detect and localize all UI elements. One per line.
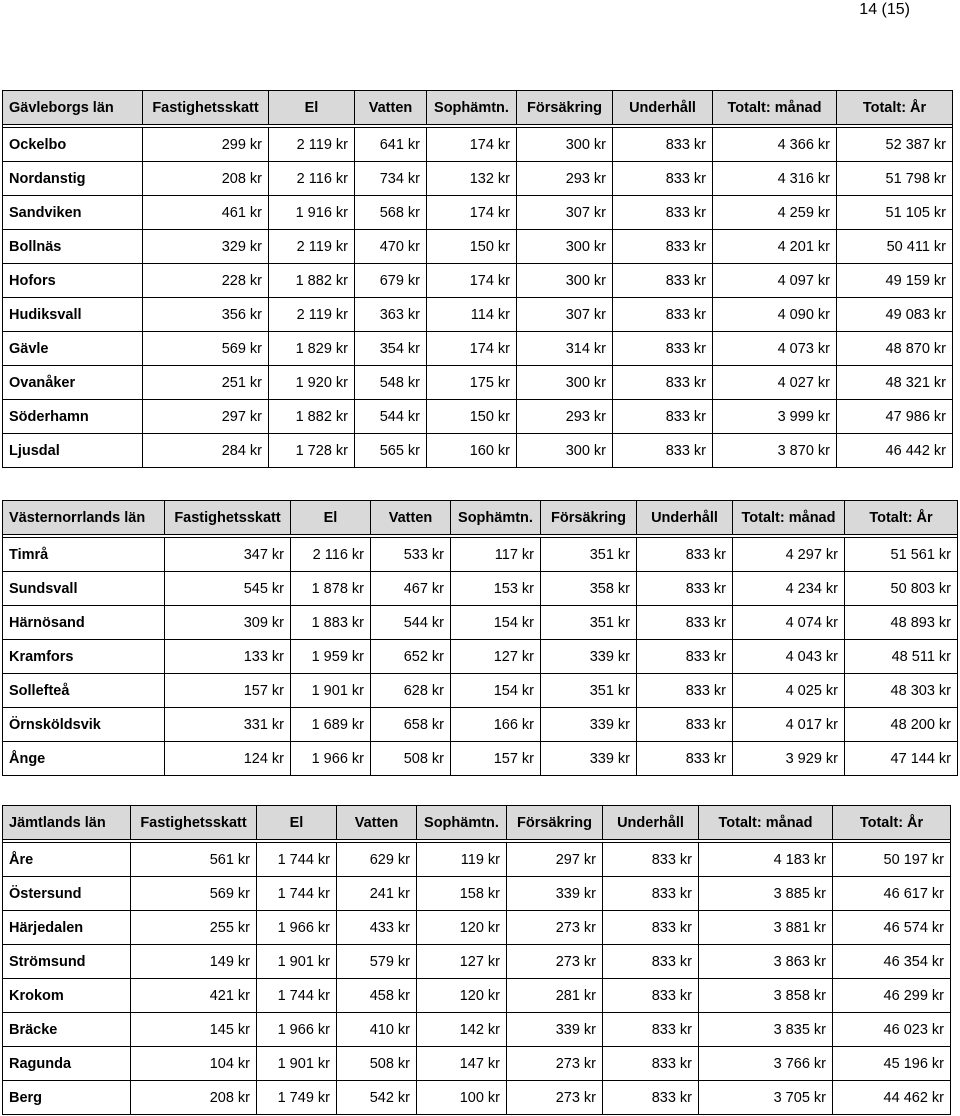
cost-cell: 833 kr: [603, 911, 699, 945]
cost-cell: 533 kr: [371, 538, 451, 572]
cost-cell: 4 097 kr: [713, 264, 837, 298]
cost-cell: 50 803 kr: [845, 572, 958, 606]
cost-cell: 300 kr: [517, 230, 613, 264]
municipality-name: Nordanstig: [3, 162, 143, 196]
cost-cell: 50 197 kr: [833, 843, 951, 877]
cost-cell: 833 kr: [603, 843, 699, 877]
cost-cell: 149 kr: [131, 945, 257, 979]
cost-cell: 48 303 kr: [845, 674, 958, 708]
cost-cell: 833 kr: [613, 162, 713, 196]
cost-cell: 833 kr: [613, 434, 713, 468]
cost-cell: 46 617 kr: [833, 877, 951, 911]
cost-cell: 458 kr: [337, 979, 417, 1013]
cost-cell: 1 749 kr: [257, 1081, 337, 1115]
cost-cell: 307 kr: [517, 196, 613, 230]
cost-cell: 48 893 kr: [845, 606, 958, 640]
cost-cell: 52 387 kr: [837, 128, 953, 162]
cost-cell: 4 090 kr: [713, 298, 837, 332]
table-row: [3, 1081, 951, 1115]
cost-cell: 354 kr: [355, 332, 427, 366]
table-row: [3, 538, 958, 572]
cost-cell: 628 kr: [371, 674, 451, 708]
cost-cell: 347 kr: [165, 538, 291, 572]
column-header: Vatten: [371, 501, 451, 535]
cost-cell: 1 689 kr: [291, 708, 371, 742]
cost-cell: 309 kr: [165, 606, 291, 640]
cost-cell: 117 kr: [451, 538, 541, 572]
cost-cell: 1 901 kr: [257, 1047, 337, 1081]
region-name-header: Gävleborgs län: [3, 91, 143, 125]
cost-cell: 160 kr: [427, 434, 517, 468]
table-row: [3, 400, 953, 434]
cost-cell: 833 kr: [637, 742, 733, 776]
cost-cell: 273 kr: [507, 911, 603, 945]
cost-cell: 833 kr: [637, 606, 733, 640]
cost-cell: 833 kr: [637, 640, 733, 674]
cost-cell: 157 kr: [165, 674, 291, 708]
cost-cell: 339 kr: [541, 708, 637, 742]
cost-cell: 508 kr: [337, 1047, 417, 1081]
cost-cell: 356 kr: [143, 298, 269, 332]
cost-cell: 48 870 kr: [837, 332, 953, 366]
cost-cell: 48 200 kr: [845, 708, 958, 742]
cost-cell: 1 966 kr: [291, 742, 371, 776]
cost-cell: 1 728 kr: [269, 434, 355, 468]
cost-cell: 329 kr: [143, 230, 269, 264]
cost-cell: 300 kr: [517, 264, 613, 298]
cost-cell: 49 159 kr: [837, 264, 953, 298]
cost-cell: 833 kr: [603, 979, 699, 1013]
table-row: [3, 877, 951, 911]
cost-cell: 3 863 kr: [699, 945, 833, 979]
cost-cell: 120 kr: [417, 911, 507, 945]
cost-cell: 833 kr: [603, 945, 699, 979]
cost-cell: 142 kr: [417, 1013, 507, 1047]
table-header-row: [3, 501, 958, 535]
table-row: [3, 742, 958, 776]
cost-cell: 273 kr: [507, 945, 603, 979]
cost-cell: 1 744 kr: [257, 843, 337, 877]
cost-cell: 339 kr: [541, 640, 637, 674]
cost-cell: 44 462 kr: [833, 1081, 951, 1115]
vasternorrland-table: [2, 500, 958, 776]
cost-cell: 833 kr: [613, 230, 713, 264]
column-header: Försäkring: [541, 501, 637, 535]
cost-cell: 833 kr: [613, 128, 713, 162]
table-row: [3, 674, 958, 708]
column-header: Vatten: [355, 91, 427, 125]
cost-cell: 127 kr: [451, 640, 541, 674]
column-header: Vatten: [337, 806, 417, 840]
cost-cell: 46 442 kr: [837, 434, 953, 468]
column-header: Försäkring: [507, 806, 603, 840]
region-name-header: Västernorrlands län: [3, 501, 165, 535]
cost-cell: 833 kr: [637, 538, 733, 572]
cost-cell: 833 kr: [637, 572, 733, 606]
column-header: Sophämtn.: [451, 501, 541, 535]
cost-cell: 51 561 kr: [845, 538, 958, 572]
table-header-row: [3, 806, 951, 840]
municipality-name: Bollnäs: [3, 230, 143, 264]
cost-cell: 1 883 kr: [291, 606, 371, 640]
column-header: Totalt: År: [845, 501, 958, 535]
cost-cell: 4 201 kr: [713, 230, 837, 264]
cost-cell: 548 kr: [355, 366, 427, 400]
region-name-header: Jämtlands län: [3, 806, 131, 840]
column-header: El: [269, 91, 355, 125]
cost-cell: 166 kr: [451, 708, 541, 742]
page-number: 14 (15): [859, 1, 910, 18]
cost-cell: 153 kr: [451, 572, 541, 606]
cost-cell: 114 kr: [427, 298, 517, 332]
cost-cell: 46 299 kr: [833, 979, 951, 1013]
table-row: [3, 366, 953, 400]
cost-cell: 3 929 kr: [733, 742, 845, 776]
cost-cell: 679 kr: [355, 264, 427, 298]
municipality-name: Söderhamn: [3, 400, 143, 434]
cost-cell: 4 027 kr: [713, 366, 837, 400]
cost-cell: 544 kr: [355, 400, 427, 434]
cost-cell: 51 798 kr: [837, 162, 953, 196]
cost-cell: 658 kr: [371, 708, 451, 742]
cost-cell: 3 705 kr: [699, 1081, 833, 1115]
column-header: Underhåll: [637, 501, 733, 535]
cost-cell: 145 kr: [131, 1013, 257, 1047]
cost-cell: 1 920 kr: [269, 366, 355, 400]
cost-cell: 542 kr: [337, 1081, 417, 1115]
cost-cell: 300 kr: [517, 434, 613, 468]
municipality-name: Örnsköldsvik: [3, 708, 165, 742]
cost-cell: 3 885 kr: [699, 877, 833, 911]
cost-cell: 46 574 kr: [833, 911, 951, 945]
cost-cell: 833 kr: [603, 1047, 699, 1081]
cost-cell: 175 kr: [427, 366, 517, 400]
cost-cell: 568 kr: [355, 196, 427, 230]
cost-cell: 293 kr: [517, 400, 613, 434]
cost-cell: 104 kr: [131, 1047, 257, 1081]
table-row: [3, 640, 958, 674]
cost-cell: 4 297 kr: [733, 538, 845, 572]
cost-cell: 565 kr: [355, 434, 427, 468]
cost-cell: 1 882 kr: [269, 264, 355, 298]
cost-cell: 569 kr: [143, 332, 269, 366]
municipality-name: Härnösand: [3, 606, 165, 640]
cost-cell: 4 234 kr: [733, 572, 845, 606]
table-row: [3, 606, 958, 640]
cost-cell: 1 878 kr: [291, 572, 371, 606]
cost-cell: 358 kr: [541, 572, 637, 606]
municipality-name: Ovanåker: [3, 366, 143, 400]
cost-cell: 45 196 kr: [833, 1047, 951, 1081]
cost-cell: 4 366 kr: [713, 128, 837, 162]
column-header: El: [257, 806, 337, 840]
cost-cell: 1 744 kr: [257, 979, 337, 1013]
cost-cell: 2 116 kr: [291, 538, 371, 572]
gavleborg-table: [2, 90, 953, 468]
table-row: [3, 1013, 951, 1047]
column-header: Fastighetsskatt: [165, 501, 291, 535]
cost-cell: 1 901 kr: [291, 674, 371, 708]
cost-cell: 241 kr: [337, 877, 417, 911]
municipality-name: Hofors: [3, 264, 143, 298]
cost-cell: 629 kr: [337, 843, 417, 877]
municipality-name: Berg: [3, 1081, 131, 1115]
cost-cell: 4 074 kr: [733, 606, 845, 640]
municipality-name: Hudiksvall: [3, 298, 143, 332]
cost-cell: 49 083 kr: [837, 298, 953, 332]
column-header: Sophämtn.: [427, 91, 517, 125]
cost-cell: 833 kr: [603, 1081, 699, 1115]
cost-cell: 154 kr: [451, 674, 541, 708]
cost-cell: 4 017 kr: [733, 708, 845, 742]
cost-cell: 297 kr: [507, 843, 603, 877]
cost-cell: 47 986 kr: [837, 400, 953, 434]
column-header: Fastighetsskatt: [143, 91, 269, 125]
cost-cell: 158 kr: [417, 877, 507, 911]
cost-cell: 561 kr: [131, 843, 257, 877]
cost-cell: 652 kr: [371, 640, 451, 674]
cost-cell: 127 kr: [417, 945, 507, 979]
column-header: Totalt: månad: [699, 806, 833, 840]
cost-cell: 208 kr: [143, 162, 269, 196]
municipality-name: Timrå: [3, 538, 165, 572]
cost-cell: 833 kr: [613, 332, 713, 366]
municipality-name: Sandviken: [3, 196, 143, 230]
cost-cell: 833 kr: [613, 366, 713, 400]
cost-cell: 1 882 kr: [269, 400, 355, 434]
cost-cell: 124 kr: [165, 742, 291, 776]
cost-cell: 545 kr: [165, 572, 291, 606]
cost-cell: 154 kr: [451, 606, 541, 640]
cost-cell: 470 kr: [355, 230, 427, 264]
cost-cell: 132 kr: [427, 162, 517, 196]
municipality-name: Ånge: [3, 742, 165, 776]
column-header: Fastighetsskatt: [131, 806, 257, 840]
table-row: [3, 979, 951, 1013]
cost-cell: 3 881 kr: [699, 911, 833, 945]
table-row: [3, 332, 953, 366]
cost-cell: 273 kr: [507, 1047, 603, 1081]
cost-cell: 120 kr: [417, 979, 507, 1013]
table-row: [3, 196, 953, 230]
cost-cell: 150 kr: [427, 400, 517, 434]
cost-cell: 833 kr: [637, 674, 733, 708]
cost-cell: 4 259 kr: [713, 196, 837, 230]
cost-cell: 47 144 kr: [845, 742, 958, 776]
cost-cell: 174 kr: [427, 128, 517, 162]
cost-cell: 363 kr: [355, 298, 427, 332]
jamtland-table: [2, 805, 951, 1115]
table-row: [3, 434, 953, 468]
cost-cell: 46 023 kr: [833, 1013, 951, 1047]
cost-cell: 2 119 kr: [269, 298, 355, 332]
municipality-name: Sundsvall: [3, 572, 165, 606]
cost-cell: 1 916 kr: [269, 196, 355, 230]
municipality-name: Kramfors: [3, 640, 165, 674]
cost-cell: 833 kr: [637, 708, 733, 742]
cost-cell: 3 835 kr: [699, 1013, 833, 1047]
cost-cell: 833 kr: [613, 264, 713, 298]
municipality-name: Åre: [3, 843, 131, 877]
table-row: [3, 128, 953, 162]
municipality-name: Ljusdal: [3, 434, 143, 468]
municipality-name: Krokom: [3, 979, 131, 1013]
cost-cell: 2 119 kr: [269, 230, 355, 264]
column-header: Totalt: År: [833, 806, 951, 840]
table-row: [3, 572, 958, 606]
cost-cell: 331 kr: [165, 708, 291, 742]
cost-cell: 3 858 kr: [699, 979, 833, 1013]
cost-cell: 147 kr: [417, 1047, 507, 1081]
cost-cell: 3 870 kr: [713, 434, 837, 468]
cost-cell: 1 959 kr: [291, 640, 371, 674]
cost-cell: 351 kr: [541, 606, 637, 640]
cost-cell: 1 901 kr: [257, 945, 337, 979]
table-row: [3, 1047, 951, 1081]
cost-cell: 339 kr: [507, 877, 603, 911]
cost-cell: 228 kr: [143, 264, 269, 298]
cost-cell: 351 kr: [541, 674, 637, 708]
table-row: [3, 843, 951, 877]
cost-cell: 833 kr: [613, 400, 713, 434]
municipality-name: Östersund: [3, 877, 131, 911]
cost-cell: 255 kr: [131, 911, 257, 945]
cost-cell: 3 766 kr: [699, 1047, 833, 1081]
cost-cell: 421 kr: [131, 979, 257, 1013]
column-header: Sophämtn.: [417, 806, 507, 840]
cost-cell: 300 kr: [517, 366, 613, 400]
cost-cell: 133 kr: [165, 640, 291, 674]
cost-cell: 1 829 kr: [269, 332, 355, 366]
cost-cell: 293 kr: [517, 162, 613, 196]
cost-cell: 119 kr: [417, 843, 507, 877]
cost-cell: 284 kr: [143, 434, 269, 468]
cost-cell: 208 kr: [131, 1081, 257, 1115]
municipality-name: Bräcke: [3, 1013, 131, 1047]
cost-cell: 174 kr: [427, 196, 517, 230]
cost-cell: 579 kr: [337, 945, 417, 979]
cost-cell: 1 744 kr: [257, 877, 337, 911]
cost-cell: 2 116 kr: [269, 162, 355, 196]
cost-cell: 3 999 kr: [713, 400, 837, 434]
cost-cell: 351 kr: [541, 538, 637, 572]
table-row: [3, 708, 958, 742]
table-row: [3, 945, 951, 979]
cost-cell: 833 kr: [603, 877, 699, 911]
cost-cell: 4 183 kr: [699, 843, 833, 877]
cost-cell: 174 kr: [427, 332, 517, 366]
table-header-row: [3, 91, 953, 125]
cost-cell: 339 kr: [541, 742, 637, 776]
table-row: [3, 911, 951, 945]
cost-cell: 641 kr: [355, 128, 427, 162]
cost-cell: 410 kr: [337, 1013, 417, 1047]
column-header: Underhåll: [603, 806, 699, 840]
cost-cell: 48 321 kr: [837, 366, 953, 400]
cost-cell: 299 kr: [143, 128, 269, 162]
cost-cell: 4 043 kr: [733, 640, 845, 674]
cost-cell: 734 kr: [355, 162, 427, 196]
table-row: [3, 230, 953, 264]
cost-cell: 273 kr: [507, 1081, 603, 1115]
municipality-name: Gävle: [3, 332, 143, 366]
cost-cell: 281 kr: [507, 979, 603, 1013]
table-row: [3, 298, 953, 332]
cost-cell: 48 511 kr: [845, 640, 958, 674]
cost-cell: 150 kr: [427, 230, 517, 264]
municipality-name: Strömsund: [3, 945, 131, 979]
table-row: [3, 162, 953, 196]
cost-cell: 1 966 kr: [257, 911, 337, 945]
cost-cell: 174 kr: [427, 264, 517, 298]
cost-cell: 433 kr: [337, 911, 417, 945]
cost-cell: 314 kr: [517, 332, 613, 366]
cost-cell: 544 kr: [371, 606, 451, 640]
column-header: Underhåll: [613, 91, 713, 125]
cost-cell: 833 kr: [603, 1013, 699, 1047]
column-header: Totalt: månad: [713, 91, 837, 125]
municipality-name: Ragunda: [3, 1047, 131, 1081]
cost-cell: 157 kr: [451, 742, 541, 776]
cost-cell: 251 kr: [143, 366, 269, 400]
cost-cell: 307 kr: [517, 298, 613, 332]
cost-cell: 1 966 kr: [257, 1013, 337, 1047]
column-header: Totalt: månad: [733, 501, 845, 535]
cost-cell: 297 kr: [143, 400, 269, 434]
column-header: El: [291, 501, 371, 535]
municipality-name: Härjedalen: [3, 911, 131, 945]
cost-cell: 508 kr: [371, 742, 451, 776]
cost-cell: 833 kr: [613, 196, 713, 230]
cost-cell: 300 kr: [517, 128, 613, 162]
cost-cell: 2 119 kr: [269, 128, 355, 162]
cost-cell: 833 kr: [613, 298, 713, 332]
municipality-name: Ockelbo: [3, 128, 143, 162]
cost-cell: 46 354 kr: [833, 945, 951, 979]
cost-cell: 4 316 kr: [713, 162, 837, 196]
cost-cell: 569 kr: [131, 877, 257, 911]
cost-cell: 4 025 kr: [733, 674, 845, 708]
cost-cell: 461 kr: [143, 196, 269, 230]
cost-cell: 4 073 kr: [713, 332, 837, 366]
column-header: Försäkring: [517, 91, 613, 125]
column-header: Totalt: År: [837, 91, 953, 125]
cost-cell: 100 kr: [417, 1081, 507, 1115]
cost-cell: 467 kr: [371, 572, 451, 606]
cost-cell: 51 105 kr: [837, 196, 953, 230]
cost-cell: 50 411 kr: [837, 230, 953, 264]
municipality-name: Sollefteå: [3, 674, 165, 708]
cost-cell: 339 kr: [507, 1013, 603, 1047]
table-row: [3, 264, 953, 298]
